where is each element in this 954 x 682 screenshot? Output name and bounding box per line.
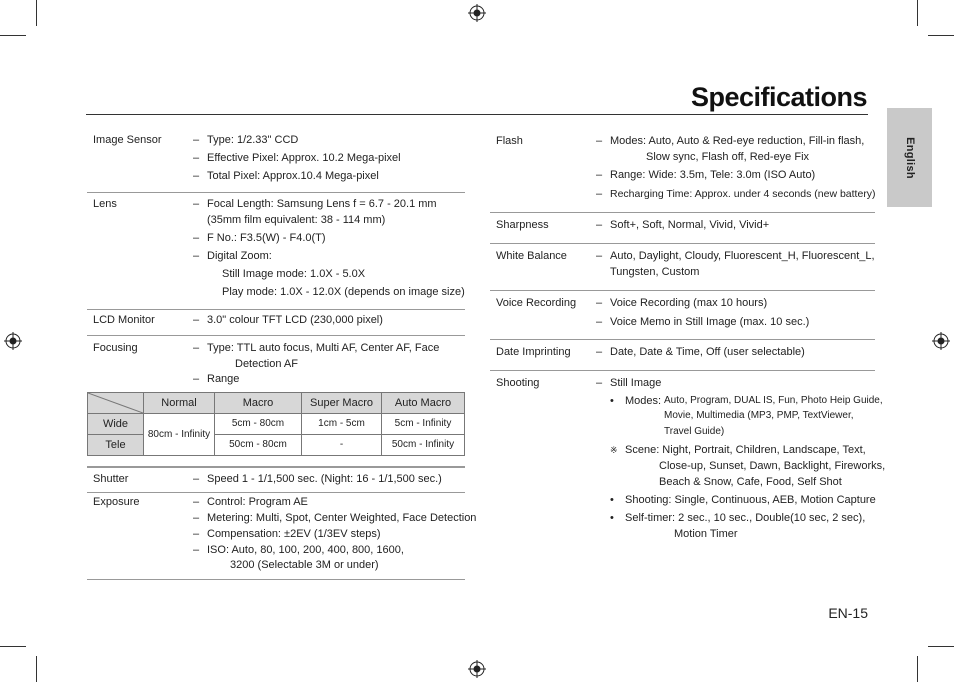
crop-mark (928, 646, 954, 647)
spec-value: Metering: Multi, Spot, Center Weighted, Face Detection (207, 512, 477, 524)
spec-value: Close-up, Sunset, Dawn, Backlight, Fireworks, (659, 460, 886, 472)
spec-value: Range: Wide: 3.5m, Tele: 3.0m (ISO Auto) (610, 169, 816, 181)
spec-label: Exposure (93, 496, 140, 508)
table-cell: 5cm - 80cm (215, 414, 302, 435)
spec-white-balance (490, 244, 875, 291)
table-row (88, 414, 465, 435)
dash-icon: – (596, 377, 603, 389)
language-tab-label: English (903, 136, 916, 179)
table-cell: 50cm - Infinity (382, 435, 465, 456)
spec-label: Date Imprinting (496, 346, 571, 358)
dash-icon: – (596, 169, 603, 181)
spec-value: Still Image (610, 377, 662, 389)
registration-mark-icon (468, 660, 486, 678)
page-title: Specifications (690, 82, 867, 112)
row-header: Tele (88, 435, 144, 456)
bullet-icon: • (610, 512, 614, 524)
dash-icon: – (596, 316, 603, 328)
spec-shooting (490, 371, 886, 551)
spec-exposure (87, 493, 477, 580)
registration-mark-icon (468, 4, 486, 22)
spec-value: Range (207, 373, 240, 385)
spec-value: Digital Zoom: (207, 250, 272, 262)
spec-value: Tungsten, Custom (610, 266, 700, 278)
dash-icon: – (193, 232, 200, 244)
spec-lcd-monitor (87, 310, 465, 336)
spec-value: 3200 (Selectable 3M or under) (230, 559, 379, 571)
spec-value: Speed 1 - 1/1,500 sec. (Night: 16 - 1/1,500 sec.) (207, 473, 442, 485)
dash-icon: – (596, 219, 603, 231)
spec-value: Recharging Time: Approx. under 4 seconds (new battery) (610, 188, 876, 200)
crop-mark (0, 35, 26, 36)
spec-sharpness (490, 213, 875, 244)
spec-value: Travel Guide) (664, 426, 725, 437)
dash-icon: – (193, 170, 200, 182)
table-header: Super Macro (302, 393, 382, 414)
spec-value: Effective Pixel: Approx. 10.2 Mega-pixel (207, 152, 401, 164)
spec-label: Focusing (93, 342, 138, 354)
dash-icon: – (596, 297, 603, 309)
spec-value: Slow sync, Flash off, Red-eye Fix (646, 151, 810, 163)
spec-value: ISO: Auto, 80, 100, 200, 400, 800, 1600, (207, 544, 404, 556)
spec-value: Date, Date & Time, Off (user selectable) (610, 346, 805, 358)
spec-label: Voice Recording (496, 297, 577, 309)
spec-value: Type: TTL auto focus, Multi AF, Center AF, Face (207, 342, 440, 354)
dash-icon: – (193, 373, 200, 385)
spec-value: Modes: (625, 395, 662, 407)
spec-value: F No.: F3.5(W) - F4.0(T) (207, 232, 326, 244)
crop-mark (36, 656, 37, 682)
spec-value: Still Image mode: 1.0X - 5.0X (222, 268, 366, 280)
bullet-icon: • (610, 494, 614, 506)
spec-date-imprinting (490, 340, 875, 371)
dash-icon: – (193, 134, 200, 146)
spec-image-sensor (87, 124, 465, 193)
note-icon: ※ (610, 445, 618, 455)
spec-value: Motion Timer (674, 528, 738, 540)
dash-icon: – (193, 528, 200, 540)
dash-icon: – (193, 473, 200, 485)
dash-icon: – (193, 544, 200, 556)
left-spec-column (87, 124, 477, 580)
spec-value: Auto, Daylight, Cloudy, Fluorescent_H, Fluorescent_L, (610, 250, 875, 262)
spec-value: Focal Length: Samsung Lens f = 6.7 - 20.1 mm (207, 198, 437, 210)
dash-icon: – (193, 512, 200, 524)
spec-value: Scene: Night, Portrait, Children, Landscape, Text, (625, 444, 866, 456)
spec-label: Lens (93, 198, 117, 210)
language-tab (887, 108, 932, 207)
table-header-row (88, 393, 465, 414)
crop-mark (917, 0, 918, 26)
dash-icon: – (193, 314, 200, 326)
spec-shutter (87, 467, 465, 493)
spec-value: Voice Recording (max 10 hours) (610, 297, 768, 309)
dash-icon: – (596, 346, 603, 358)
spec-value: Beach & Snow, Cafe, Food, Self Shot (659, 476, 842, 488)
table-header: Auto Macro (382, 393, 465, 414)
table-cell: 1cm - 5cm (302, 414, 382, 435)
spec-value: (35mm film equivalent: 38 - 114 mm) (207, 214, 386, 226)
registration-mark-icon (932, 332, 950, 350)
dash-icon: – (596, 135, 603, 147)
table-cell: - (302, 435, 382, 456)
dash-icon: – (193, 152, 200, 164)
spec-value: 3.0" colour TFT LCD (230,000 pixel) (207, 314, 383, 326)
spec-label: LCD Monitor (93, 314, 155, 326)
spec-flash (490, 124, 875, 213)
diagonal-line (88, 393, 143, 413)
spec-lens (87, 193, 465, 310)
dash-icon: – (193, 496, 200, 508)
spec-label: Shooting (496, 377, 540, 389)
spec-value: Play mode: 1.0X - 12.0X (depends on image size) (222, 286, 465, 298)
table-header: Macro (215, 393, 302, 414)
dash-icon: – (596, 188, 603, 200)
table-header: Normal (144, 393, 215, 414)
spec-value: Total Pixel: Approx.10.4 Mega-pixel (207, 170, 379, 182)
spec-value: Type: 1/2.33" CCD (207, 134, 299, 146)
page-number: EN-15 (828, 605, 868, 621)
spec-value: Shooting: Single, Continuous, AEB, Motion Capture (625, 494, 876, 506)
spec-value: Auto, Program, DUAL IS, Fun, Photo Heip Guide, (664, 395, 883, 406)
table-cell: 50cm - 80cm (215, 435, 302, 456)
dash-icon: – (596, 250, 603, 262)
spec-label: Image Sensor (93, 134, 162, 146)
dash-icon: – (193, 250, 200, 262)
title-divider (86, 114, 868, 115)
row-header: Wide (88, 414, 144, 435)
spec-value: Control: Program AE (207, 496, 308, 508)
table-cell: 5cm - Infinity (382, 414, 465, 435)
spec-value: Voice Memo in Still Image (max. 10 sec.) (610, 316, 810, 328)
spec-value: Compensation: ±2EV (1/3EV steps) (207, 528, 381, 540)
dash-icon: – (193, 198, 200, 210)
crop-mark (928, 35, 954, 36)
crop-mark (0, 646, 26, 647)
focus-range-table (87, 392, 465, 456)
spec-label: Flash (496, 135, 523, 147)
dash-icon: – (193, 342, 200, 354)
registration-mark-icon (4, 332, 22, 350)
spec-label: White Balance (496, 250, 567, 262)
spec-value: Movie, Multimedia (MP3, PMP, TextViewer, (664, 410, 854, 421)
spec-voice-recording (490, 291, 875, 340)
spec-label: Shutter (93, 473, 129, 485)
spec-value: Modes: Auto, Auto & Red-eye reduction, Fill-in flash, (610, 135, 865, 147)
right-spec-column (490, 124, 886, 551)
crop-mark (36, 0, 37, 26)
bullet-icon: • (610, 395, 614, 407)
spec-value: Detection AF (235, 358, 298, 370)
table-corner-cell (88, 393, 144, 414)
spec-focusing (87, 336, 465, 467)
spec-value: Soft+, Soft, Normal, Vivid, Vivid+ (610, 219, 770, 231)
crop-mark (917, 656, 918, 682)
table-cell: 80cm - Infinity (144, 414, 215, 456)
spec-label: Sharpness (496, 219, 549, 231)
spec-value: Self-timer: 2 sec., 10 sec., Double(10 sec, 2 sec), (625, 512, 866, 524)
